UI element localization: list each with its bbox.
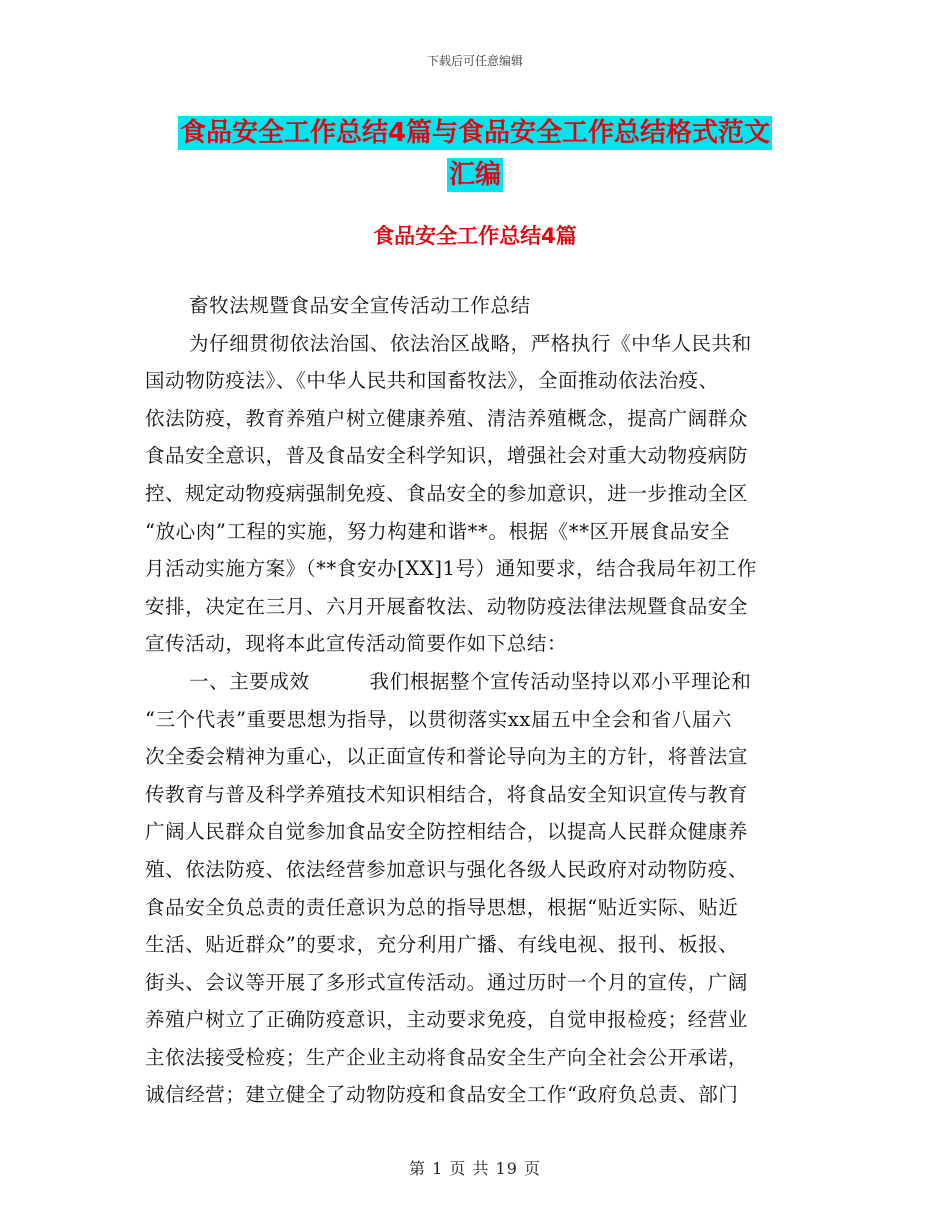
- paragraph-heading: 畜牧法规暨食品安全宣传活动工作总结: [189, 294, 531, 317]
- paragraph-line: 食品安全负总责的责任意识为总的指导思想，根据“贴近实际、贴近: [145, 895, 739, 919]
- document-title-line2: 汇编: [448, 160, 501, 190]
- paragraph-line: 为仔细贯彻依法治国、依法治区战略，严格执行《中华人民共和: [189, 331, 752, 355]
- paragraph-line: 诚信经营；建立健全了动物防疫和食品安全工作“政府负总责、部门: [145, 1083, 739, 1107]
- document-body: [145, 287, 810, 1114]
- paragraph-line: 生活、贴近群众”的要求，充分利用广播、有线电视、报刊、板报、: [145, 933, 739, 957]
- paragraph-line: 养殖户树立了正确防疫意识，主动要求免疫，自觉申报检疫；经营业: [145, 1008, 749, 1032]
- paragraph-line: [145, 663, 810, 701]
- section-heading: 一、主要成效: [189, 669, 310, 693]
- paragraph-line: 广阔人民群众自觉参加食品安全防控相结合，以提高人民群众健康养: [145, 820, 749, 844]
- paragraph-line: 主依法接受检疫；生产企业主动将食品安全生产向全社会公开承诺，: [145, 1045, 749, 1069]
- paragraph-line: 宣传活动，现将本此宣传活动简要作如下总结：: [145, 632, 568, 656]
- paragraph-line: 殖、依法防疫、依法经营参加意识与强化各级人民政府对动物防疫、: [145, 857, 749, 881]
- paragraph-text: 我们根据整个宣传活动坚持以邓小平理论和: [369, 669, 752, 693]
- paragraph-line: 街头、会议等开展了多形式宣传活动。通过历时一个月的宣传，广阔: [145, 970, 749, 994]
- paragraph-line: 次全委会精神为重心，以正面宣传和誉论导向为主的方针，将普法宣: [145, 745, 749, 769]
- paragraph-line: 控、规定动物疫病强制免疫、食品安全的参加意识，进一步推动全区: [145, 481, 749, 505]
- header-note: 下载后可任意编辑: [426, 54, 523, 68]
- page-footer: 第 1 页 共 19 页: [409, 1159, 541, 1178]
- document-title: [0, 112, 950, 196]
- paragraph-line: “放心肉”工程的实施，努力构建和谐**。根据《**区开展食品安全: [145, 519, 731, 543]
- paragraph-line: 传教育与普及科学养殖技术知识相结合，将食品安全知识宣传与教育: [145, 782, 749, 806]
- document-title-line1: 食品安全工作总结4篇与食品安全工作总结格式范文: [179, 118, 771, 148]
- paragraph-line: 国动物防疫法》、《中华人民共和国畜牧法》，全面推动依法治疫、: [145, 369, 719, 393]
- paragraph-line: “三个代表”重要思想为指导，以贯彻落实xx届五中全会和省八届六: [145, 707, 733, 731]
- section-title: 食品安全工作总结4篇: [373, 224, 577, 248]
- paragraph-line: 月活动实施方案》（**食安办[XX]1号）通知要求，结合我局年初工作: [145, 557, 758, 581]
- paragraph-line: 依法防疫，教育养殖户树立健康养殖、清洁养殖概念，提高广阔群众: [145, 406, 749, 430]
- paragraph-line: 安排，决定在三月、六月开展畜牧法、动物防疫法律法规暨食品安全: [145, 594, 749, 618]
- paragraph-line: 食品安全意识，普及食品安全科学知识，增强社会对重大动物疫病防: [145, 444, 749, 468]
